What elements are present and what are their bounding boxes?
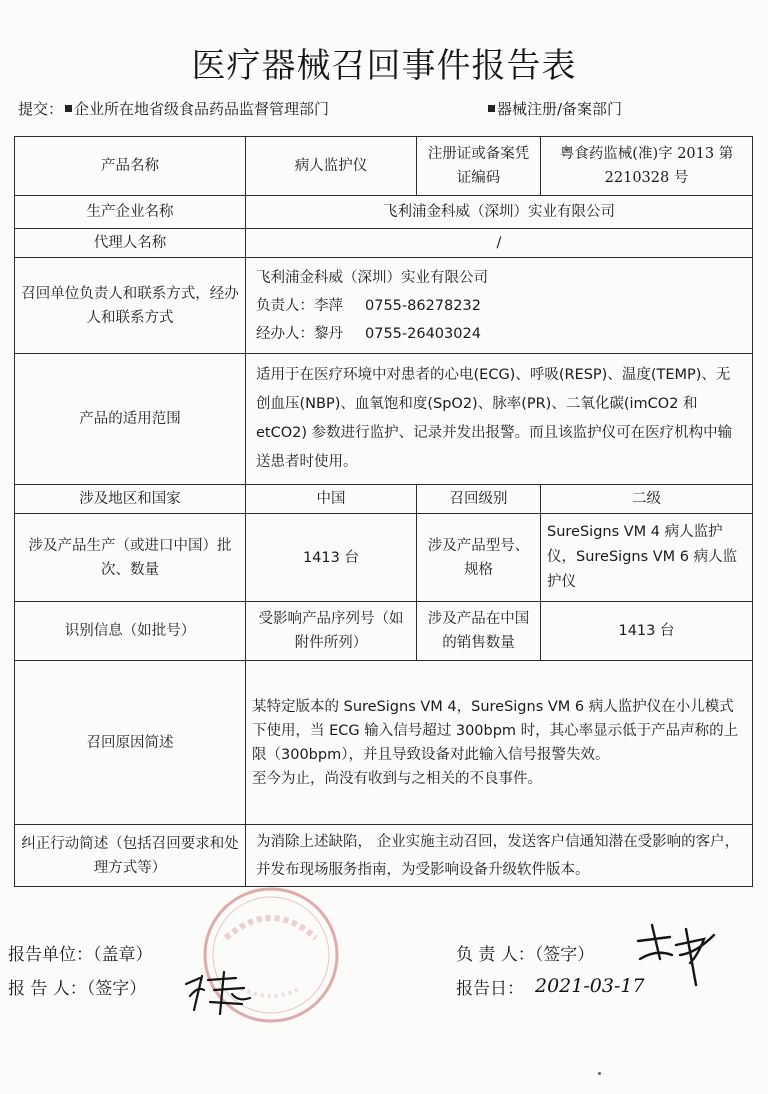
submit-dept-provincial: 企业所在地省级食品药品监督管理部门 <box>74 100 330 118</box>
sales-value: 1413 台 <box>541 602 753 661</box>
product-name-value: 病人监护仪 <box>246 137 417 196</box>
submit-line-provincial <box>18 98 329 119</box>
reporter-line: 报 告 人：（签字） <box>8 979 147 999</box>
submit-line-registration <box>486 98 622 119</box>
product-name-label: 产品名称 <box>15 137 246 196</box>
contact-handler-name: 经办人：黎丹 <box>256 325 343 342</box>
contact-company: 飞利浦金科威（深圳）实业有限公司 <box>256 269 488 286</box>
report-unit-line: 报告单位：（盖章） <box>8 945 153 965</box>
checkbox-filled-icon <box>65 105 72 112</box>
table-row <box>15 602 753 661</box>
table-row <box>15 229 753 258</box>
identification-label: 识别信息（如批号） <box>15 602 246 661</box>
region-value: 中国 <box>246 485 417 514</box>
action-value: 为消除上述缺陷， 企业实施主动召回，发送客户信通知潜在受影响的客户，并发布现场服务指南，为受影响设备升级软件版本。 <box>246 825 753 887</box>
model-value: SureSigns VM 4 病人监护仪，SureSigns VM 6 病人监护仪 <box>541 514 753 602</box>
reason-value <box>246 661 753 825</box>
scope-value: 适用于在医疗环境中对患者的心电(ECG)、呼吸(RESP)、温度(TEMP)、无创血压(NBP)、血氧饱和度(SpO2)、脉率(PR)、二氧化碳(imCO2 和 etCO2) 参数进行监护、记录并发出报警。而且该监护仪可在医疗机构中输送患者时使用。 <box>246 354 753 485</box>
contact-label: 召回单位负责人和联系方式，经办人和联系方式 <box>15 258 246 354</box>
registration-value: 粤食药监械(准)字 2013 第 2210328 号 <box>541 137 753 196</box>
region-label: 涉及地区和国家 <box>15 485 246 514</box>
sales-label: 涉及产品在中国的销售数量 <box>417 602 541 661</box>
reason-label: 召回原因简述 <box>15 661 246 825</box>
scope-label: 产品的适用范围 <box>15 354 246 485</box>
table-row <box>15 137 753 196</box>
recall-level-label: 召回级别 <box>417 485 541 514</box>
table-row <box>15 354 753 485</box>
recall-report-table <box>14 136 753 887</box>
agent-value: / <box>246 229 753 258</box>
contact-value <box>246 258 753 354</box>
contact-lead-phone: 0755-86278232 <box>365 297 481 314</box>
agent-label: 代理人名称 <box>15 229 246 258</box>
company-seal-icon <box>196 880 346 1030</box>
identification-value: 受影响产品序列号（如附件所列） <box>246 602 417 661</box>
page-title: 医疗器械召回事件报告表 <box>191 46 577 86</box>
contact-lead <box>256 292 746 320</box>
submit-prefix: 提交： <box>18 100 64 118</box>
submit-dept-registration: 器械注册/备案部门 <box>497 100 623 118</box>
reason-text: 某特定版本的 SureSigns VM 4，SureSigns VM 6 病人监护仪在小儿模式下使用，当 ECG 输入信号超过 300bpm 时，其心率显示低于产品声称的上限（300bpm），并且导致设备对此输入信号报警失效。 <box>252 698 739 763</box>
batch-value: 1413 台 <box>246 514 417 602</box>
report-date-value: 2021-03-17 <box>535 975 645 997</box>
contact-handler-phone: 0755-26403024 <box>365 325 481 342</box>
model-label: 涉及产品型号、规格 <box>417 514 541 602</box>
action-label: 纠正行动简述（包括召回要求和处理方式等） <box>15 825 246 887</box>
reporter-signature-icon <box>180 968 260 1018</box>
checkbox-filled-icon <box>488 105 495 112</box>
table-row <box>15 661 753 825</box>
contact-lead-name: 负责人：李萍 <box>256 297 343 314</box>
manufacturer-label: 生产企业名称 <box>15 196 246 229</box>
table-row <box>15 514 753 602</box>
manufacturer-value: 飞利浦金科威（深圳）实业有限公司 <box>246 196 753 229</box>
table-row <box>15 258 753 354</box>
contact-handler <box>256 320 746 348</box>
registration-label: 注册证或备案凭证编码 <box>417 137 541 196</box>
report-date-label: 报告日： <box>456 979 524 999</box>
table-row <box>15 196 753 229</box>
table-row <box>15 485 753 514</box>
table-row <box>15 825 753 887</box>
responsible-person-line: 负 责 人：（签字） <box>456 945 595 965</box>
scan-speck <box>598 1072 601 1075</box>
recall-level-value: 二级 <box>541 485 753 514</box>
reason-adverse-events: 至今为止，尚没有收到与之相关的不良事件。 <box>252 770 542 787</box>
batch-label: 涉及产品生产（或进口中国）批次、数量 <box>15 514 246 602</box>
